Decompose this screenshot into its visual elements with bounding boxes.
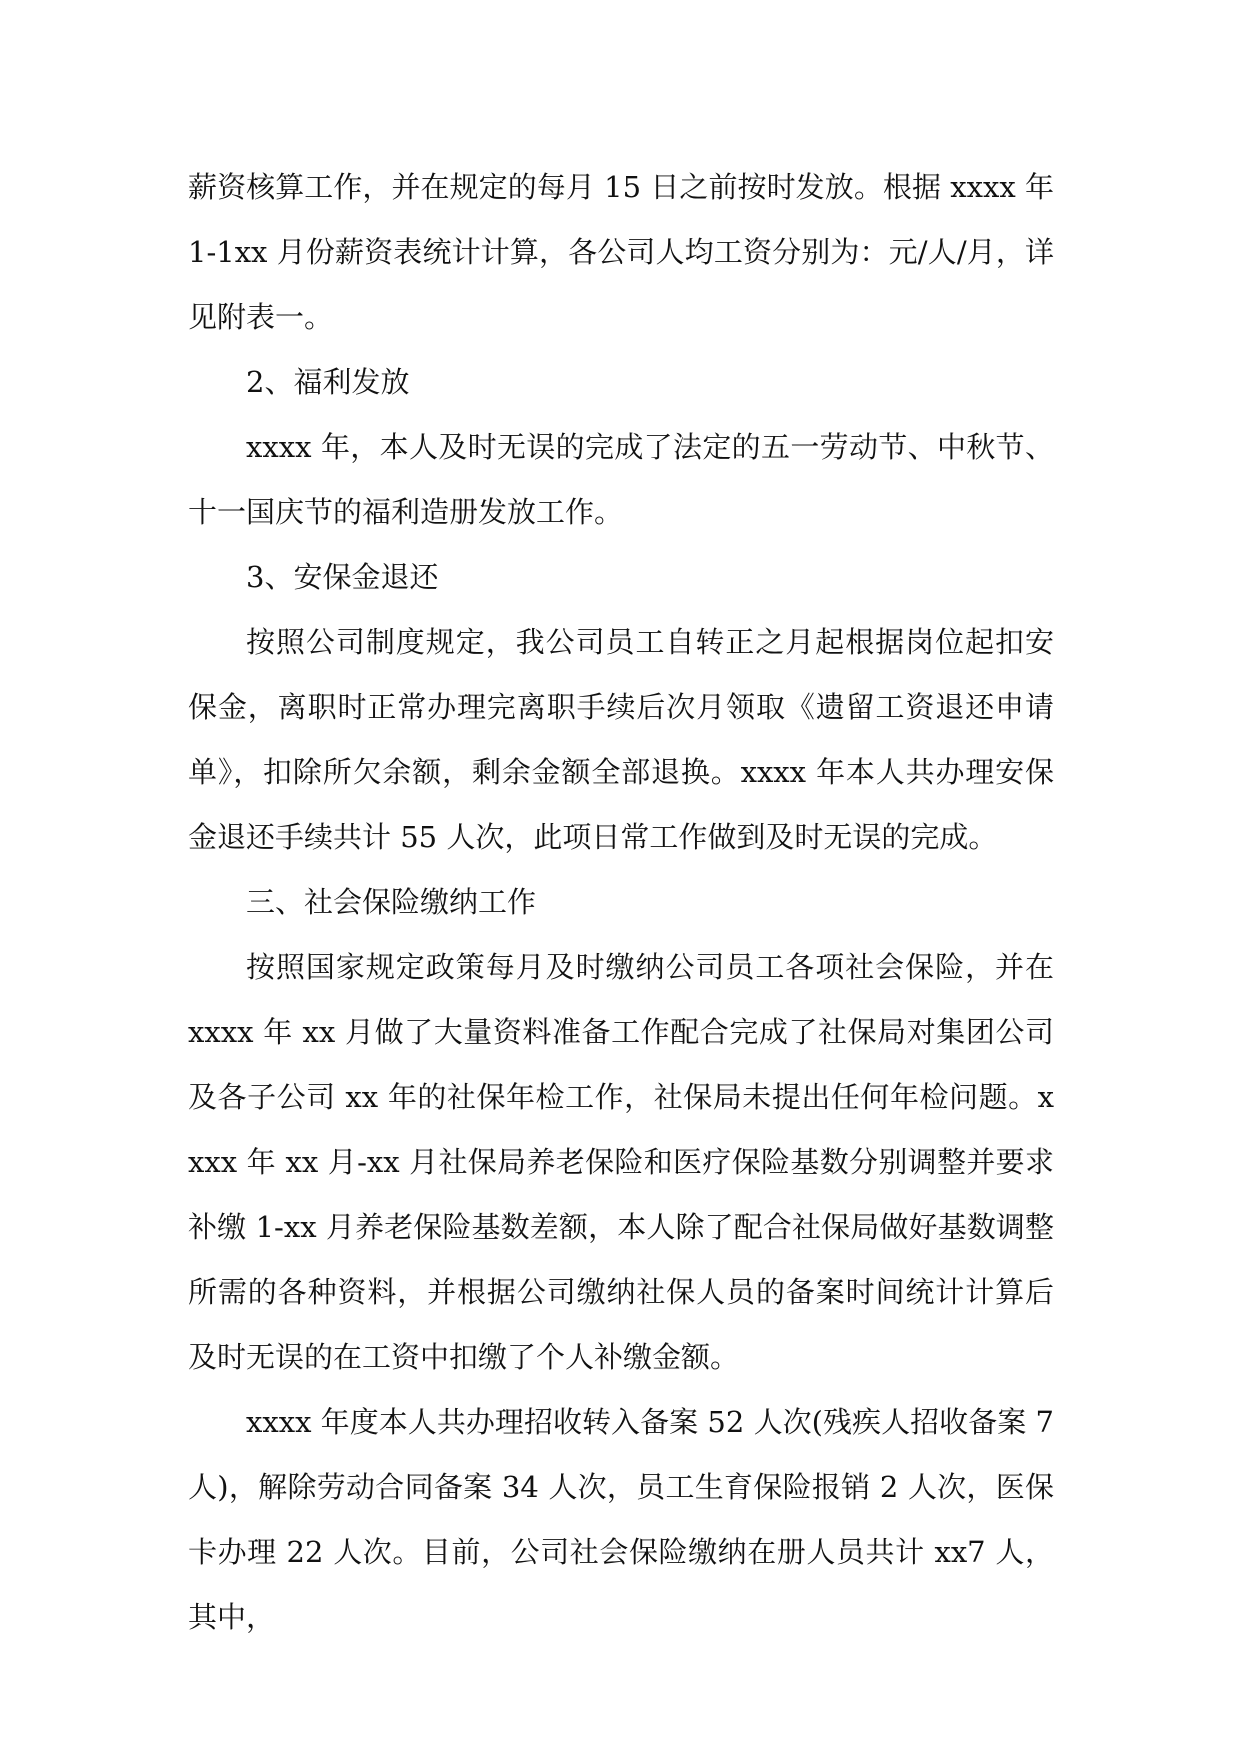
paragraph-social-insurance: 按照国家规定政策每月及时缴纳公司员工各项社会保险，并在 xxxx 年 xx 月做了大量资料准备工作配合完成了社保局对集团公司及各子公司 xx 年的社保年检工作，社保局未提出任何年检问题。xxxx 年 xx 月-xx 月社保局养老保险和医疗保险基数分别调整并要求补缴 1-xx 月养老保险基数差额，本人除了配合社保局做好基数调整所需的各种资料，并根据公司缴纳社保人员的备案时间统计计算后及时无误的在工资中扣缴了个人补缴金额。 bbox=[188, 950, 1054, 1374]
paragraph-salary-accounting: 薪资核算工作，并在规定的每月 15 日之前按时发放。根据 xxxx 年 1-1xx 月份薪资表统计计算，各公司人均工资分别为：元/人/月，详见附表一。 bbox=[188, 170, 1054, 334]
paragraph-security-deposit-refund: 按照公司制度规定，我公司员工自转正之月起根据岗位起扣安保金，离职时正常办理完离职手续后次月领取《遗留工资退还申请单》，扣除所欠余额，剩余金额全部退换。xxxx 年本人共办理安保金退还手续共计 55 人次，此项日常工作做到及时无误的完成。 bbox=[188, 625, 1054, 854]
heading-social-insurance: 三、社会保险缴纳工作 bbox=[246, 885, 537, 919]
paragraph-insurance-statistics: xxxx 年度本人共办理招收转入备案 52 人次(残疾人招收备案 7 人)，解除劳动合同备案 34 人次，员工生育保险报销 2 人次，医保卡办理 22 人次。目前，公司社会保险缴纳在册人员共计 xx7 人，其中， bbox=[188, 1405, 1054, 1634]
document-body bbox=[188, 155, 1054, 1650]
heading-security-deposit-refund: 3、安保金退还 bbox=[246, 560, 439, 594]
heading-welfare-distribution: 2、福利发放 bbox=[246, 365, 410, 399]
paragraph-welfare-distribution: xxxx 年，本人及时无误的完成了法定的五一劳动节、中秋节、十一国庆节的福利造册发放工作。 bbox=[188, 430, 1054, 529]
